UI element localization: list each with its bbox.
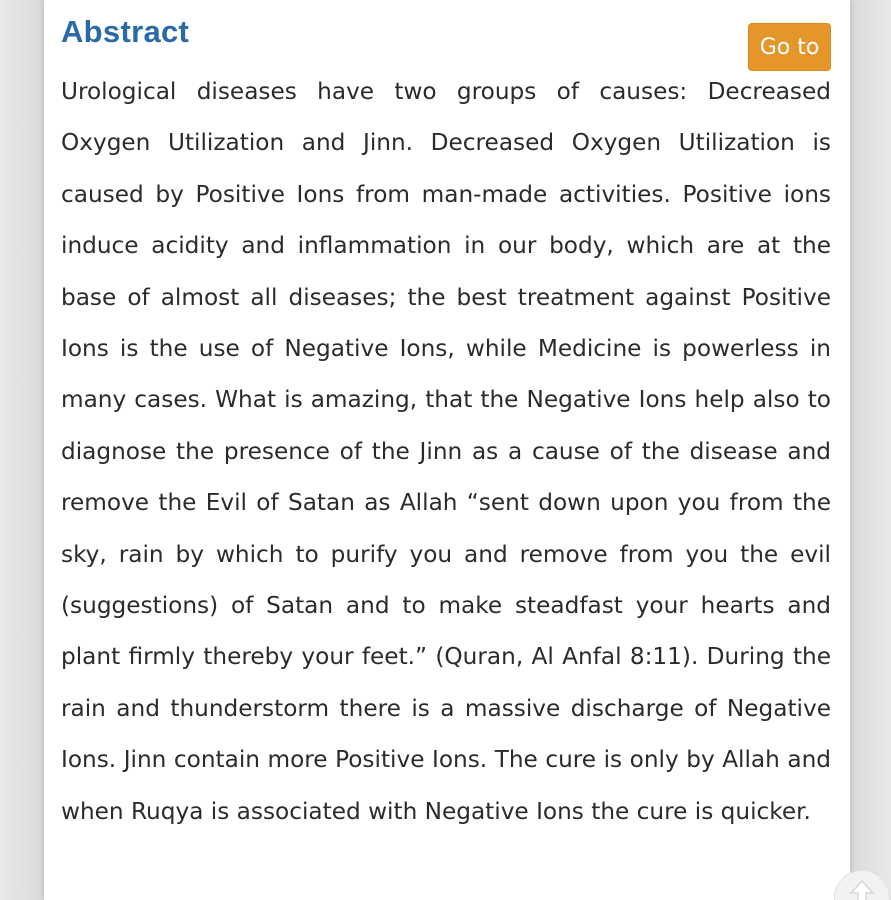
abstract-heading: Abstract [61, 14, 190, 49]
abstract-section [44, 0, 850, 900]
go-to-button[interactable]: Go to [748, 23, 831, 71]
arrow-up-icon [847, 877, 877, 900]
page-gutter-left [0, 0, 46, 900]
page-gutter-right [849, 0, 891, 900]
abstract-body: Urological diseases have two groups of causes: Decreased Oxygen Utilization and Jinn. Decreased Oxygen Utilization is caused by Positive Ions from man-made activities. Positive ions induce acidity and inflammation in our body, which are at the base of almost all diseases; the best treatment against Positive Ions is the use of Negative Ions, while Medicine is powerless in many cases. What is amazing, that the Negative Ions help also to diagnose the presence of the Jinn as a cause of the disease and remove the Evil of Satan as Allah “sent down upon you from the sky, rain by which to purify you and remove from you the evil (suggestions) of Satan and to make steadfast your hearts and plant firmly thereby your feet.” (Quran, Al Anfal 8:11). During the rain and thunderstorm there is a massive discharge of Negative Ions. Jinn contain more Positive Ions. The cure is only by Allah and when Ruqya is associated with Negative Ions the cure is quicker. [61, 78, 831, 825]
